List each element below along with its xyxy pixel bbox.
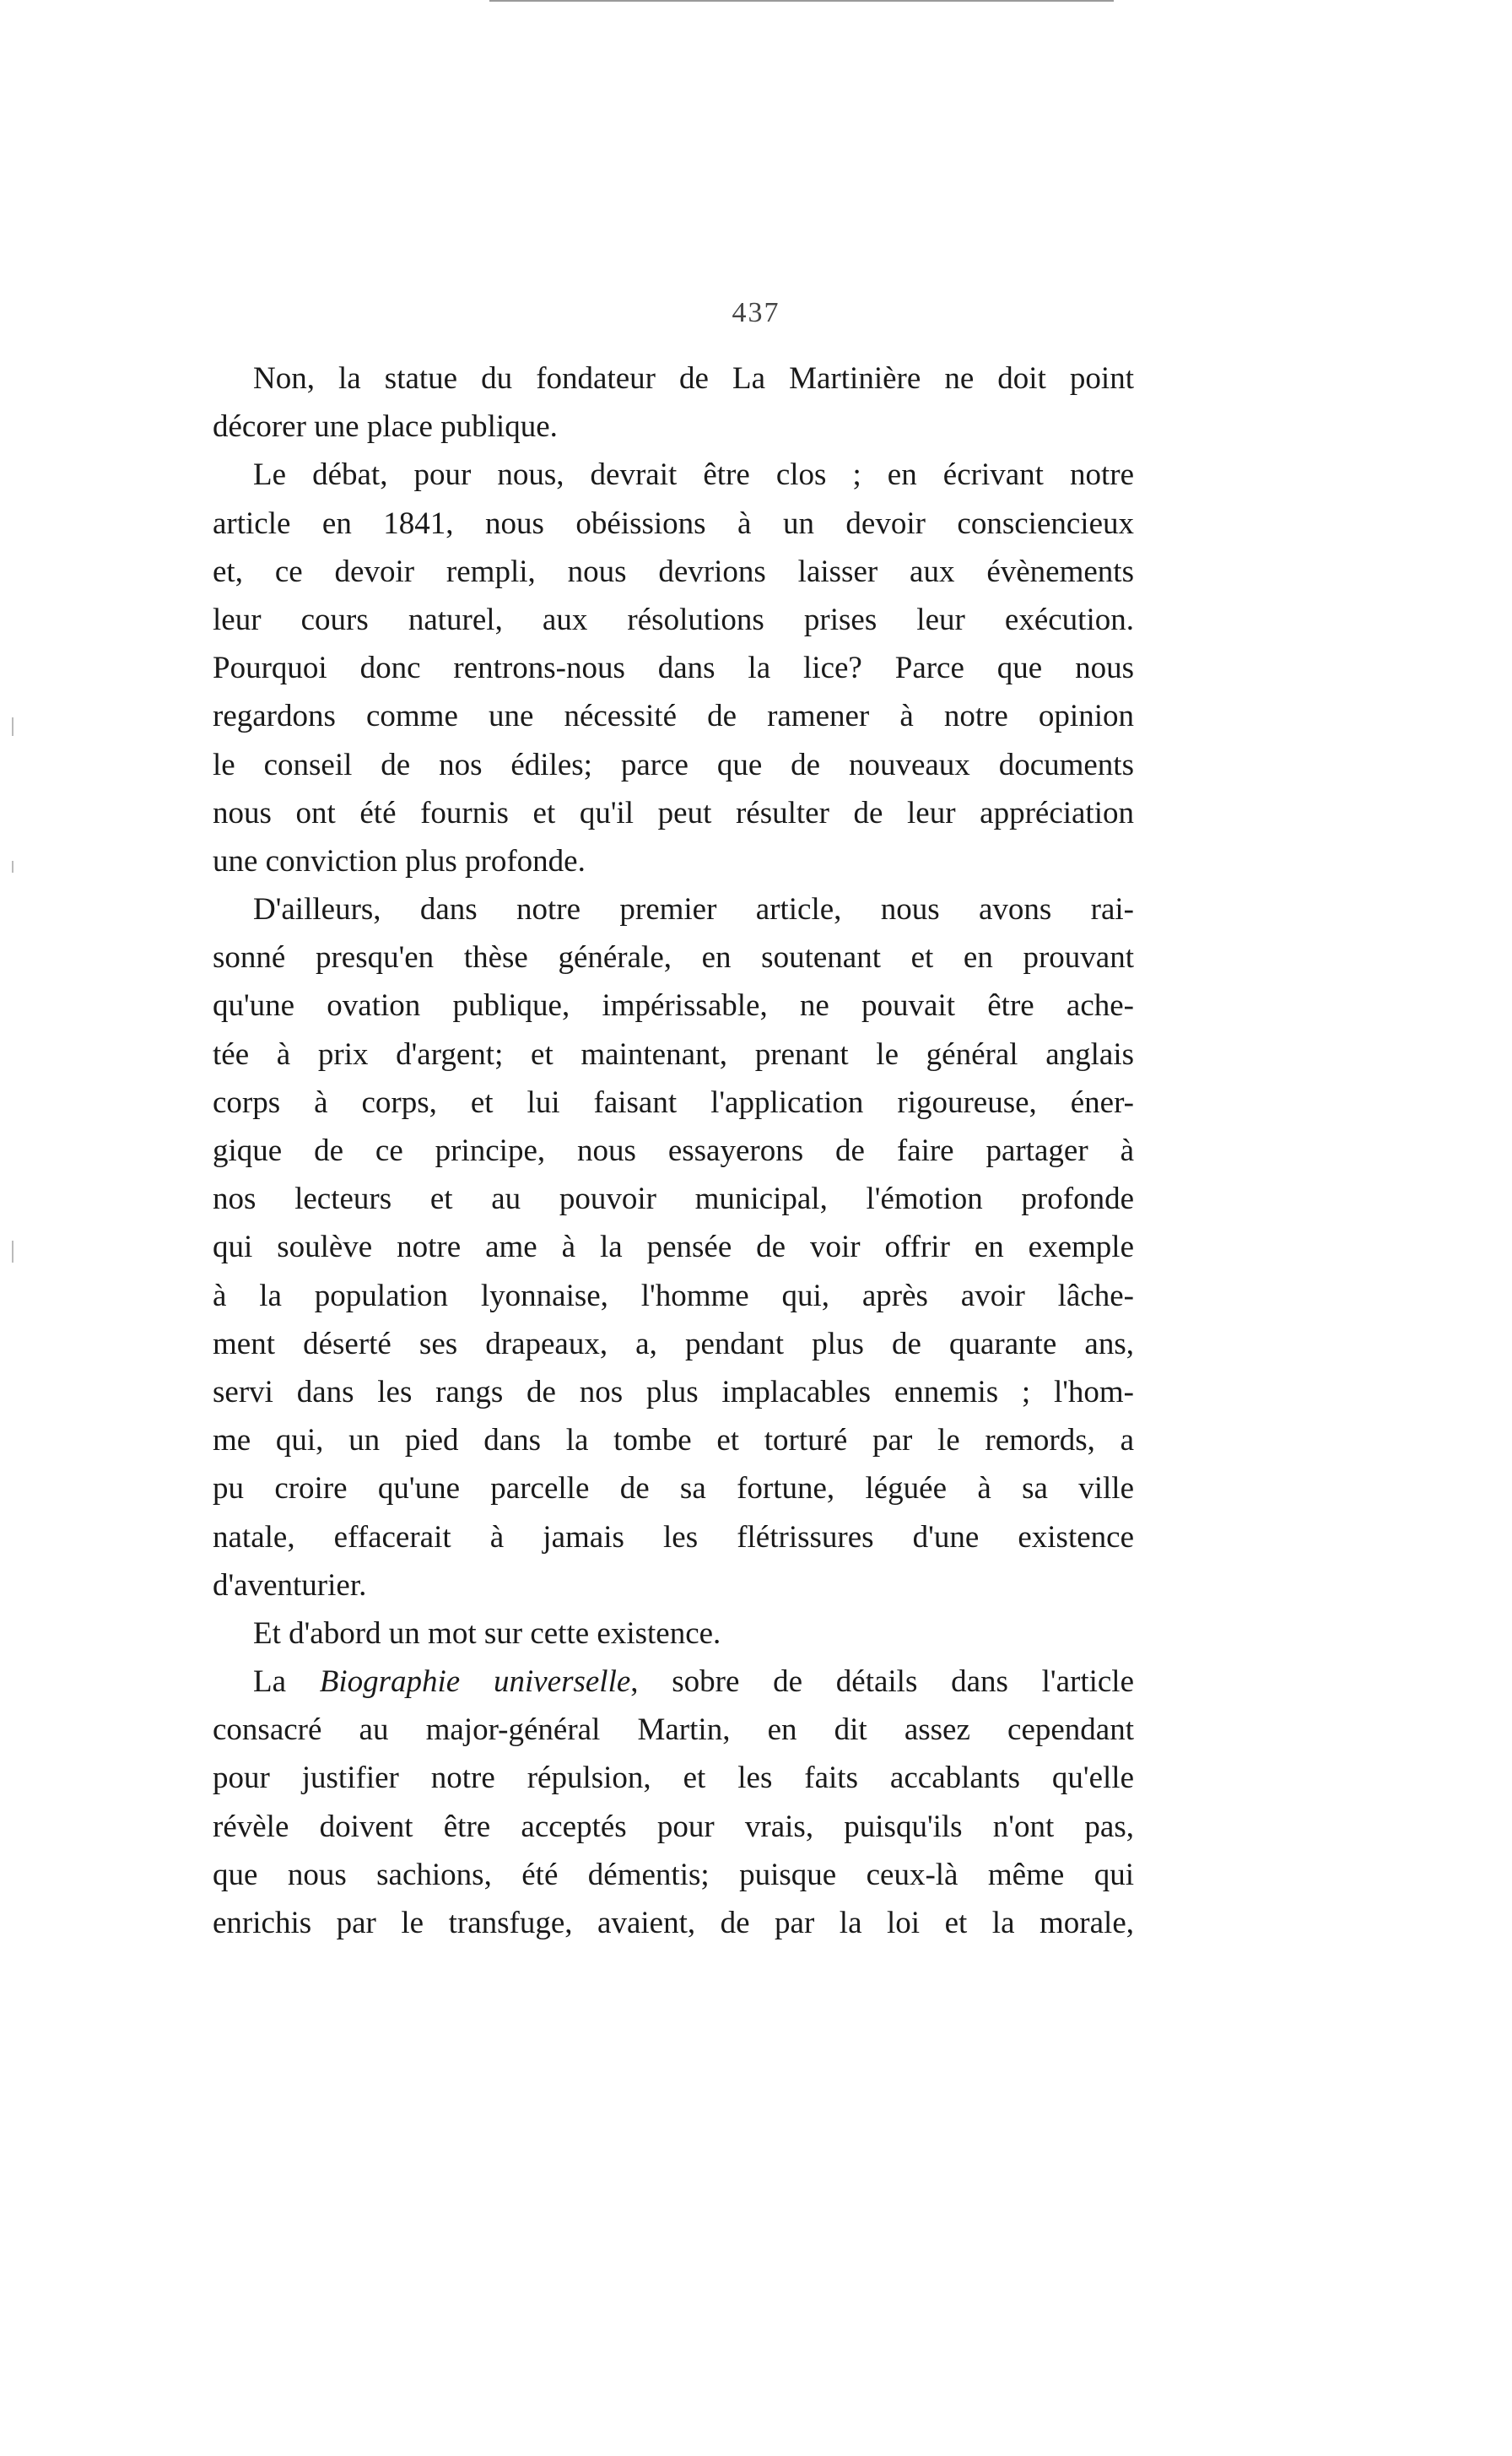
line-text: révèle doivent être acceptés pour vrais, puisqu'ils n'ont pas, <box>213 1809 1134 1844</box>
text-line <box>213 354 1134 403</box>
text-line <box>213 1031 1134 1079</box>
text-line <box>213 1513 1134 1561</box>
text-line <box>213 933 1134 982</box>
line-text: me qui, un pied dans la tombe et torturé par le remords, a <box>213 1423 1134 1458</box>
line-text: qui soulève notre ame à la pensée de voir offrir en exemple <box>213 1230 1134 1265</box>
text-line <box>213 1899 1134 1947</box>
line-text: que nous sachions, été démentis; puisque ceux-là même qui <box>213 1857 1134 1892</box>
text-line <box>213 982 1134 1030</box>
line-text: nos lecteurs et au pouvoir municipal, l'émotion profonde <box>213 1182 1134 1217</box>
margin-mark <box>12 1241 14 1263</box>
line-text: Non, la statue du fondateur de La Martinière ne doit point <box>253 361 1134 396</box>
line-text <box>253 1664 1134 1699</box>
text-line <box>213 403 1134 451</box>
text-line <box>213 1416 1134 1464</box>
text-line <box>213 837 1134 885</box>
margin-mark <box>12 717 14 736</box>
line-text: sonné presqu'en thèse générale, en soutenant et en prouvant <box>213 940 1134 976</box>
text-line <box>213 1127 1134 1175</box>
text-line <box>213 1464 1134 1512</box>
text-line <box>213 885 1134 933</box>
text-line <box>213 644 1134 692</box>
text-line <box>213 500 1134 548</box>
line-text: leur cours naturel, aux résolutions prises leur exécution. <box>213 602 1134 637</box>
text-line <box>213 1706 1134 1754</box>
text-line <box>213 692 1134 740</box>
text-line <box>213 1561 1134 1609</box>
line-text: corps à corps, et lui faisant l'application rigoureuse, éner- <box>213 1085 1134 1120</box>
line-text: servi dans les rangs de nos plus implacables ennemis ; l'hom- <box>213 1374 1134 1409</box>
text-segment: , sobre de détails dans l'article <box>630 1664 1135 1700</box>
text-line <box>213 1368 1134 1416</box>
text-line <box>213 1609 1134 1658</box>
line-text: regardons comme une nécessité de ramener à notre opinion <box>213 699 1134 734</box>
line-text: d'aventurier. <box>213 1567 367 1603</box>
line-text: à la population lyonnaise, l'homme qui, après avoir lâche- <box>213 1278 1134 1313</box>
text-line <box>213 1851 1134 1899</box>
line-text: natale, effacerait à jamais les flétrissures d'une existence <box>213 1519 1134 1555</box>
line-text: le conseil de nos édiles; parce que de nouveaux documents <box>213 747 1134 782</box>
body-text <box>213 354 1134 1947</box>
text-line <box>213 596 1134 644</box>
text-line <box>213 1754 1134 1802</box>
text-line <box>213 451 1134 499</box>
line-text: qu'une ovation publique, impérissable, ne pouvait être ache- <box>213 988 1134 1024</box>
text-line <box>213 1223 1134 1271</box>
line-text: ment déserté ses drapeaux, a, pendant plus de quarante ans, <box>213 1326 1134 1361</box>
italic-title: Biographie universelle <box>319 1664 631 1700</box>
line-text: nous ont été fournis et qu'il peut résulter de leur appréciation <box>213 795 1134 830</box>
line-text: décorer une place publique. <box>213 409 558 445</box>
text-line <box>213 1079 1134 1127</box>
line-text: tée à prix d'argent; et maintenant, prenant le général anglais <box>213 1036 1134 1072</box>
line-text: D'ailleurs, dans notre premier article, nous avons rai- <box>253 892 1134 928</box>
line-text: pour justifier notre répulsion, et les faits accablants qu'elle <box>213 1761 1134 1796</box>
text-line <box>213 1272 1134 1320</box>
text-segment: La <box>253 1664 320 1700</box>
text-line <box>213 1175 1134 1223</box>
text-line <box>213 548 1134 596</box>
line-text: consacré au major-général Martin, en dit assez cependant <box>213 1712 1134 1748</box>
line-text: Pourquoi donc rentrons-nous dans la lice? Parce que nous <box>213 651 1134 686</box>
text-line <box>213 789 1134 837</box>
text-line <box>213 1658 1134 1706</box>
scan-edge-line <box>489 0 1114 2</box>
text-line <box>213 1320 1134 1368</box>
line-text: Le débat, pour nous, devrait être clos ; en écrivant notre <box>253 457 1134 493</box>
line-text: article en 1841, nous obéissions à un devoir consciencieux <box>213 506 1134 541</box>
text-line <box>213 741 1134 789</box>
margin-mark <box>12 861 14 873</box>
line-text: gique de ce principe, nous essayerons de faire partager à <box>213 1133 1134 1168</box>
line-text: enrichis par le transfuge, avaient, de par la loi et la morale, <box>213 1906 1134 1940</box>
page-number: 437 <box>732 297 780 328</box>
line-text: pu croire qu'une parcelle de sa fortune, léguée à sa ville <box>213 1471 1134 1507</box>
text-line <box>213 1803 1134 1851</box>
line-text: une conviction plus profonde. <box>213 843 586 879</box>
line-text: Et d'abord un mot sur cette existence. <box>253 1615 721 1651</box>
line-text: et, ce devoir rempli, nous devrions laisser aux évènements <box>213 554 1134 589</box>
